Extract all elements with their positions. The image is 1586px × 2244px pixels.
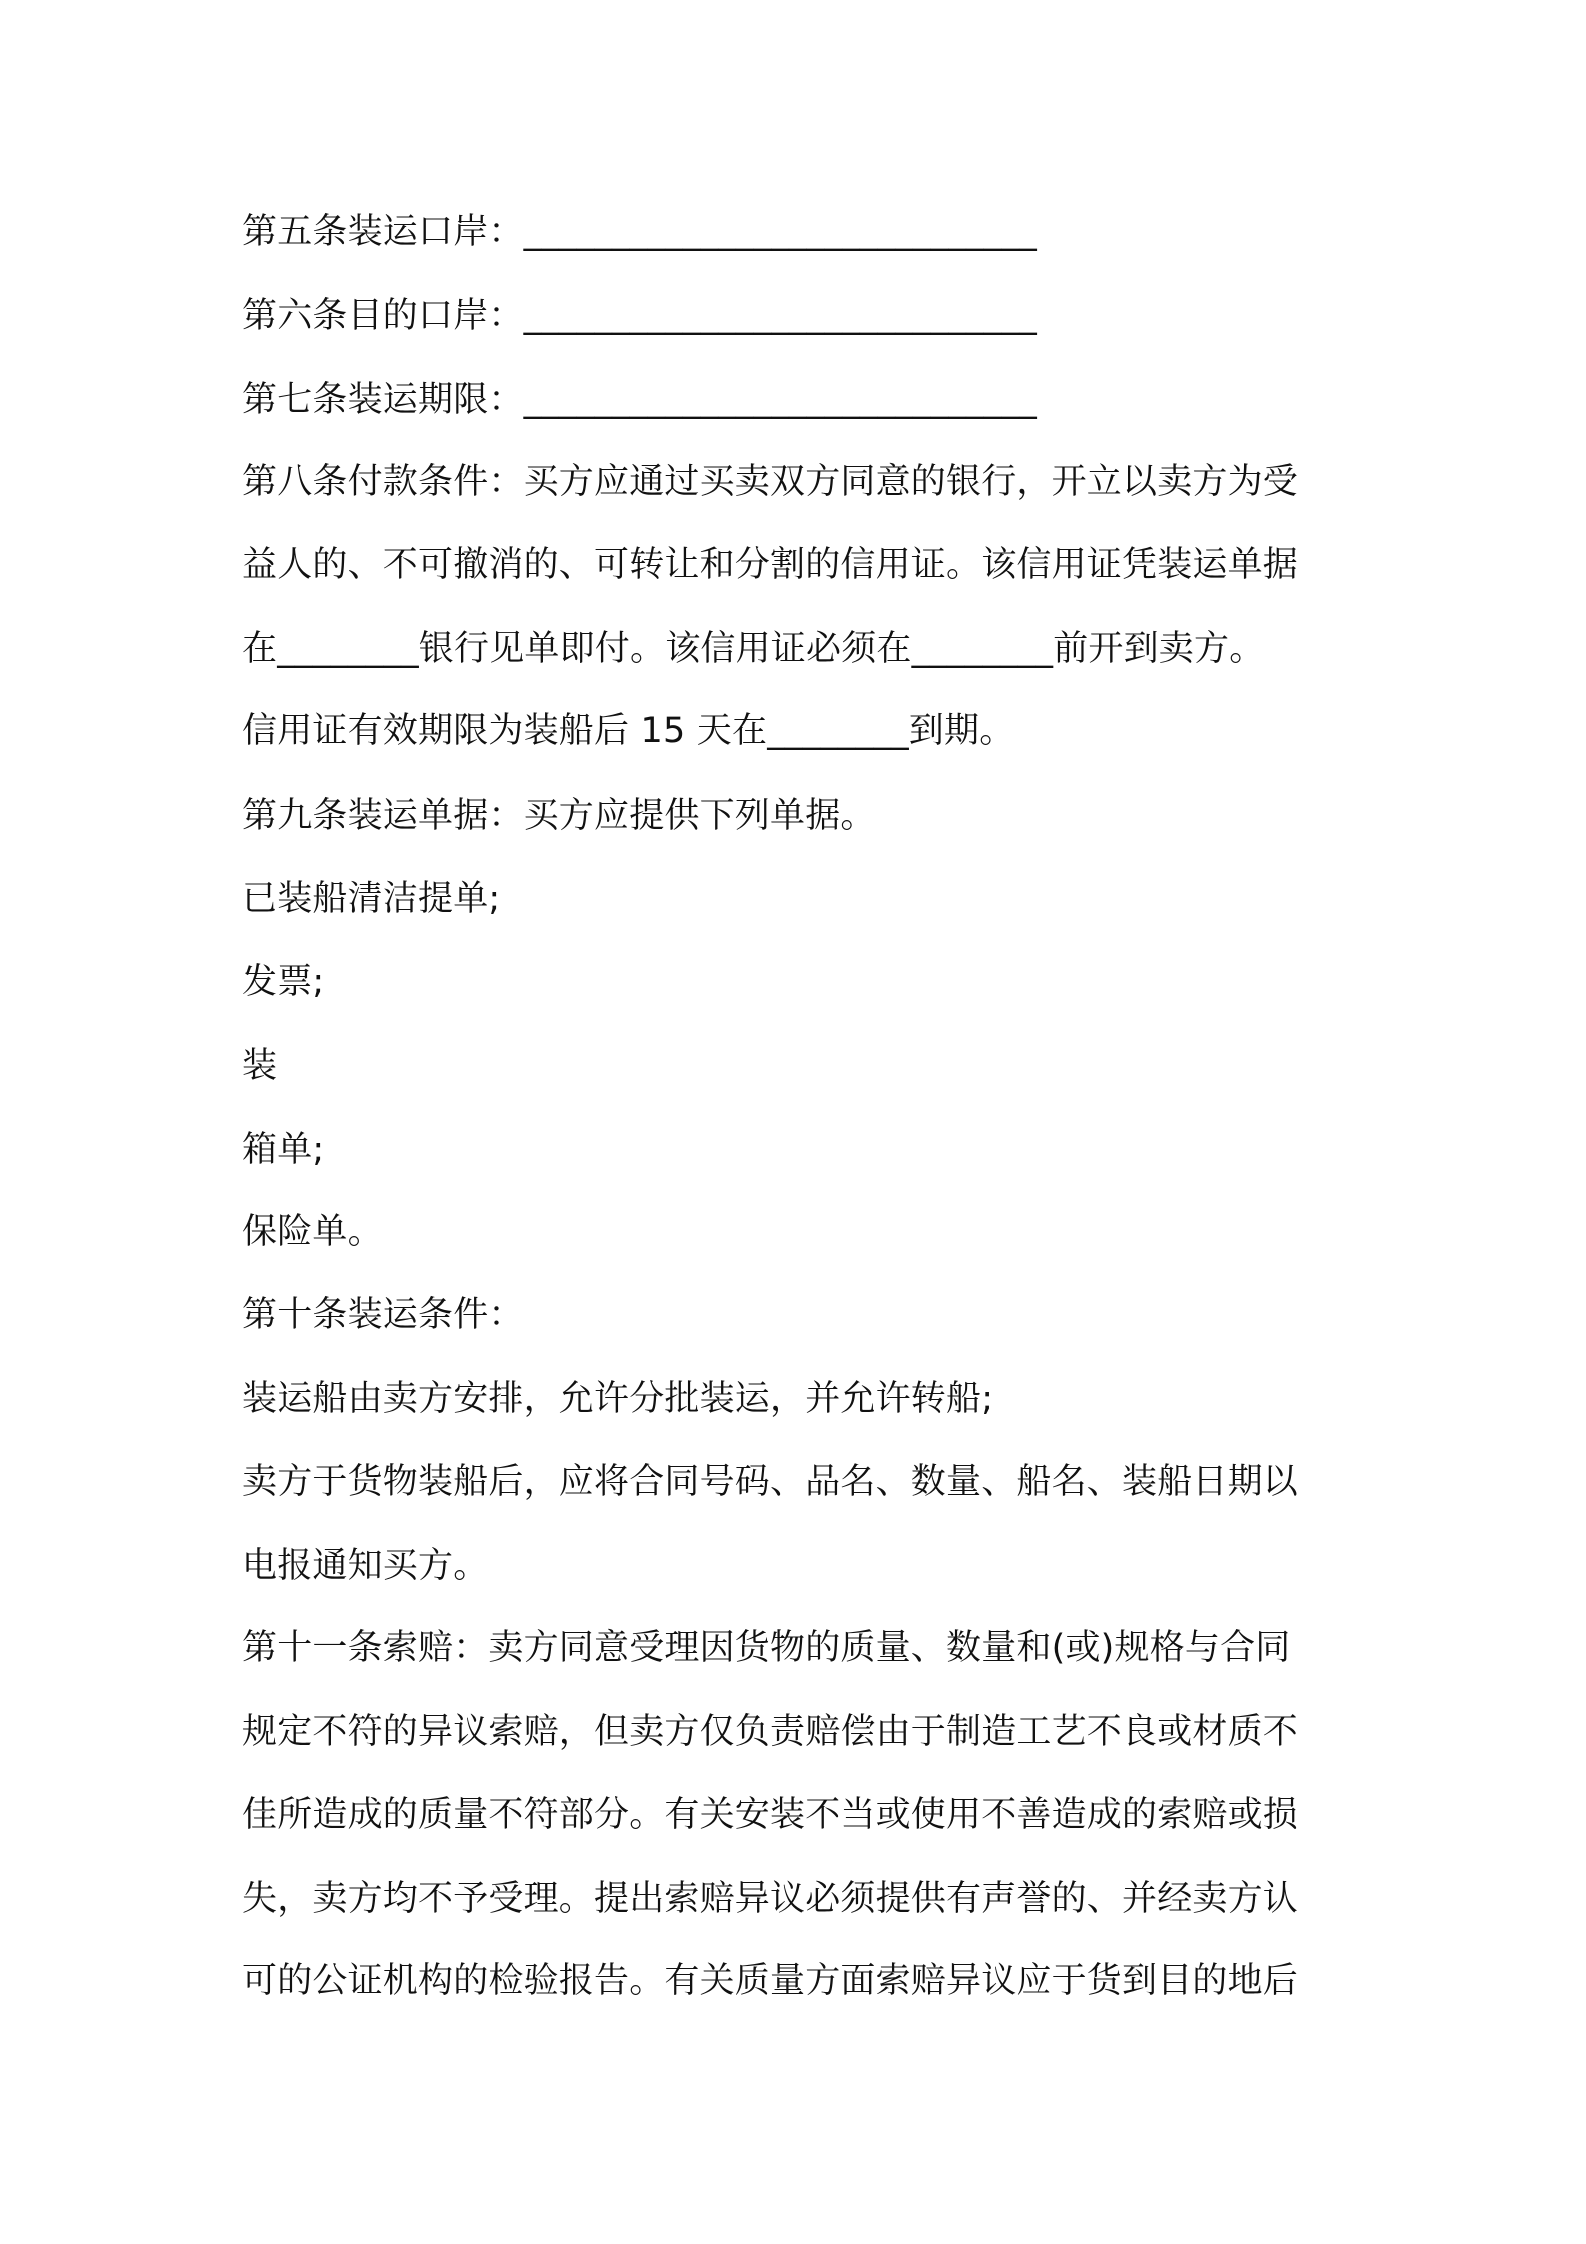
text-line: 第十条装运条件： [242,1295,524,1335]
text-line: 第十一条索赔：卖方同意受理因货物的质量、数量和(或)规格与合同 [242,1628,1291,1668]
text-line: 卖方于货物装船后，应将合同号码、品名、数量、船名、装船日期以 [242,1462,1299,1502]
text-line: 可的公证机构的检验报告。有关质量方面索赔异议应于货到目的地后 [242,1961,1299,2001]
text-line: 信用证有效期限为装船后 15 天在________到期。 [242,711,1015,751]
text-line: 规定不符的异议索赔，但卖方仅负责赔偿由于制造工艺不良或材质不 [242,1712,1299,1752]
text-line: 电报通知买方。 [242,1546,489,1586]
text-line: 发票; [242,962,325,1002]
text-line: 第七条装运期限：_____________________________ [242,380,1037,420]
text-line: 第八条付款条件：买方应通过买卖双方同意的银行，开立以卖方为受 [242,462,1299,502]
text-line: 第五条装运口岸：_____________________________ [242,212,1037,252]
text-line: 失，卖方均不予受理。提出索赔异议必须提供有声誉的、并经卖方认 [242,1879,1299,1919]
text-line: 第六条目的口岸：_____________________________ [242,296,1037,336]
text-line: 装运船由卖方安排，允许分批装运，并允许转船; [242,1379,994,1419]
text-line: 第九条装运单据：买方应提供下列单据。 [242,796,876,836]
text-line: 在________银行见单即付。该信用证必须在________前开到卖方。 [242,629,1265,669]
text-line: 益人的、不可撤消的、可转让和分割的信用证。该信用证凭装运单据 [242,545,1299,585]
text-line: 已装船清洁提单; [242,879,501,919]
text-line: 佳所造成的质量不符部分。有关安装不当或使用不善造成的索赔或损 [242,1795,1299,1835]
text-line: 装 [242,1046,278,1086]
text-line: 箱单; [242,1130,325,1170]
text-line: 保险单。 [242,1212,383,1252]
